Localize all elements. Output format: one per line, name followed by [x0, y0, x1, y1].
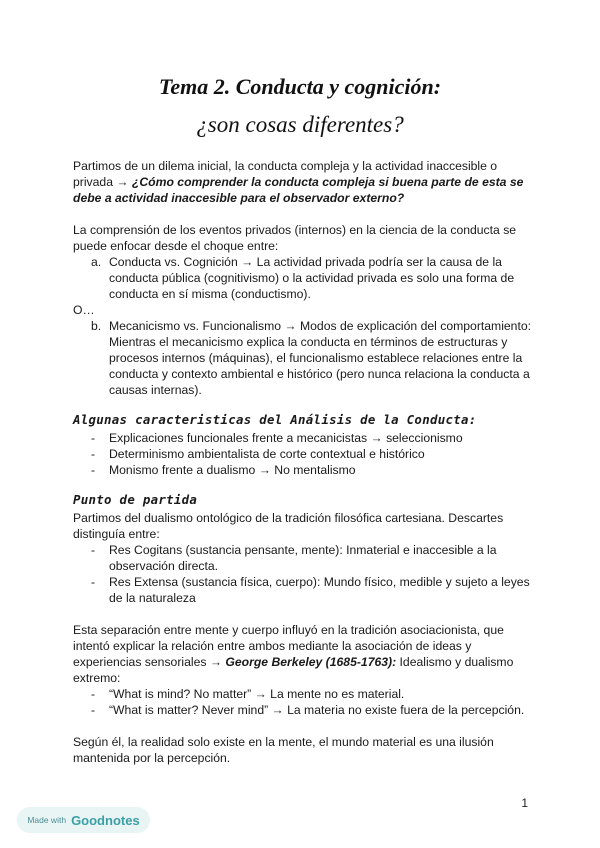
badge-made-with: Made with [27, 815, 67, 825]
list-item: - Res Extensa (sustancia física, cuerpo): Mundo físico, medible y sujeto a leyes de la naturaleza [91, 575, 530, 605]
list-item: - Explicaciones funcionales frente a mecanicistas → seleccionismo [91, 431, 463, 445]
separacion-list [73, 686, 533, 718]
caracteristicas-list [73, 430, 533, 478]
badge-brand: Goodnotes [71, 812, 140, 828]
intro-question: ¿Cómo comprender la conducta compleja si buena parte de esta se debe a actividad inaccesible para el observador externo? [73, 175, 524, 205]
list-item: - Determinismo ambientalista de corte contextual e histórico [91, 447, 425, 461]
intro-paragraph: Partimos de un dilema inicial, la conducta compleja y la actividad inaccesible o privada → ¿Cómo comprender la conducta compleja si buena parte de esta se debe a actividad inaccesible para el observador externo? [73, 159, 524, 205]
author-name: George Berkeley (1685-1763): [225, 655, 397, 669]
list-item: a. Conducta vs. Cognición → La actividad privada podría ser la causa de la conducta pública (cognitivismo) o la actividad privada es solo una forma de conducta en sí misma (conductismo). [91, 255, 515, 301]
comprension-list-b [73, 318, 533, 398]
separacion-paragraph: Esta separación entre mente y cuerpo influyó en la tradición asociacionista, que intentó explicar la relación entre ambos mediante la asociación de ideas y experiencias sensoriales → George Berkeley (1685-1763): Idealismo y dualismo extremo: [73, 623, 514, 685]
list-item: - “What is matter? Never mind” → La materia no existe fuera de la percepción. [91, 703, 525, 717]
comprension-list-a [73, 254, 533, 302]
list-item: - Monismo frente a dualismo → No mentalismo [91, 463, 356, 477]
section-heading-punto: Punto de partida [73, 492, 198, 507]
page-number: 1 [521, 796, 528, 810]
list-item: - “What is mind? No matter” → La mente no es material. [91, 687, 405, 701]
comprension-paragraph: La comprensión de los eventos privados (internos) en la ciencia de la conducta se puede enfocar desde el choque entre: [73, 223, 517, 253]
goodnotes-badge[interactable] [17, 807, 150, 833]
section-heading-caracteristicas: Algunas caracteristicas del Análisis de la Conducta: [73, 412, 477, 427]
page-subtitle: ¿son cosas diferentes? [196, 112, 404, 137]
punto-paragraph: Partimos del dualismo ontológico de la tradición filosófica cartesiana. Descartes distinguía entre: [73, 511, 504, 541]
page-title: Tema 2. Conducta y cognición: [158, 74, 442, 99]
punto-list [73, 542, 533, 606]
list-item: b. Mecanicismo vs. Funcionalismo → Modos de explicación del comportamiento: Mientras el mecanicismo explica la conducta en términos de estructuras y procesos internos (máquinas), el funcionalismo establece relaciones entre la conducta y contexto ambiental e histórico (pero nunca relaciona la conducta a causas internas). [91, 319, 532, 397]
conclusion-paragraph: Según él, la realidad solo existe en la mente, el mundo material es una ilusión mantenida por la percepción. [73, 735, 494, 765]
list-item: - Res Cogitans (sustancia pensante, mente): Inmaterial e inaccesible a la observación directa. [91, 543, 497, 573]
or-text: O… [73, 303, 95, 317]
document-body [73, 158, 533, 766]
